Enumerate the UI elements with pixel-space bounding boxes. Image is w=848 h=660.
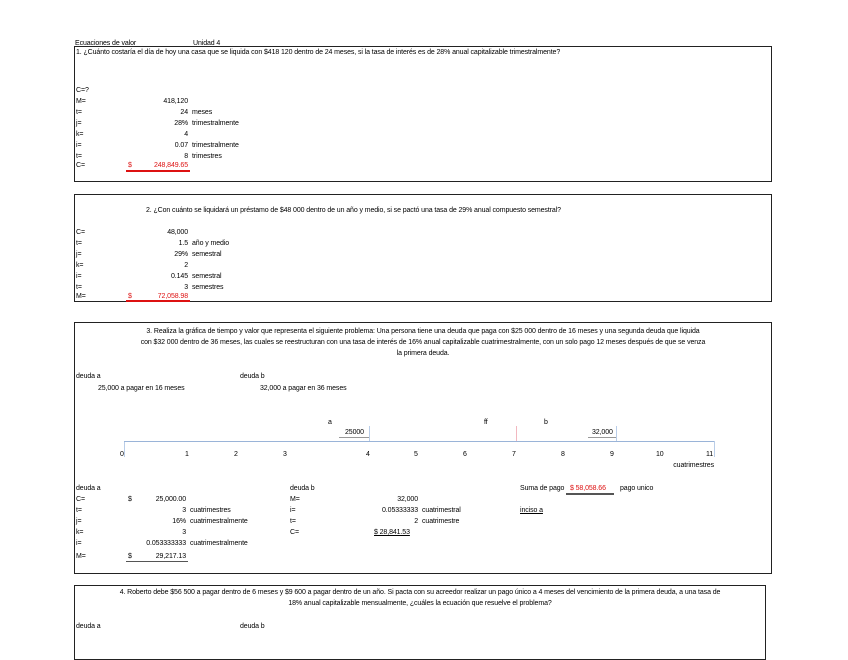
p3-left-label: i=: [76, 540, 82, 547]
p1-value: 4: [184, 131, 188, 138]
timeline-tick-label: 8: [561, 451, 565, 458]
p3-middle-result: $ 28,841.53: [374, 529, 410, 536]
timeline-tick-ff: [516, 426, 517, 442]
p3-deuda-a-label: deuda a: [76, 373, 101, 380]
timeline-marker-ff: ff: [484, 419, 488, 426]
p2-unit: semestral: [192, 273, 222, 280]
timeline-marker-b: b: [544, 419, 548, 426]
p3-left-result-label: M=: [76, 553, 86, 560]
p3-middle-label: C=: [290, 529, 299, 536]
problem-1-question: 1. ¿Cuánto costaría el día de hoy una casa que se liquida con $418 120 dentro de 24 meses, si la tasa de interés es de 28% anual capitalizable trimestralmente?: [76, 49, 561, 56]
p2-label: t=: [76, 240, 82, 247]
p3-left-title: deuda a: [76, 485, 101, 492]
p1-value: 8: [184, 153, 188, 160]
p2-value: 0.145: [170, 273, 188, 280]
p3-middle-label: t=: [290, 518, 296, 525]
problem-4-question-2: 18% anual capitalizable mensualmente, ¿cuáles la ecuación que resuelve el problema?: [288, 600, 552, 607]
p1-value: 28%: [174, 120, 188, 127]
timeline-unit: cuatrimestres: [673, 462, 714, 469]
problem-4-question-1: 4. Roberto debe $56 500 a pagar dentro de 6 meses y $9 600 a pagar dentro de un año. Si pacta con su acreedor realizar un pago único a 4 meses del vencimiento de la primera deuda, a una tasa de: [119, 589, 721, 596]
p1-unit: meses: [192, 109, 213, 116]
p1-label: j=: [76, 120, 82, 127]
p3-middle-unit: cuatrimestre: [422, 518, 460, 525]
p4-deuda-b-label: deuda b: [240, 623, 265, 630]
p2-unit: semestral: [192, 251, 222, 258]
timeline-value-a-underline: [339, 437, 369, 438]
p3-left-value: 16%: [172, 518, 186, 525]
problem-3-question-1: 3. Realiza la gráfica de tiempo y valor que representa el siguiente problema: Una persona tiene una deuda que paga con $25 000 dentro de 16 meses y una segunda deuda que liquida: [146, 328, 700, 335]
p2-result-label: M=: [76, 293, 86, 300]
p2-value: 3: [184, 284, 188, 291]
p3-left-label: C=: [76, 496, 85, 503]
p3-left-result-currency: $: [128, 553, 132, 560]
p3-sum-unit: pago unico: [620, 485, 654, 492]
timeline-value-b: 32,000: [592, 429, 613, 436]
p3-middle-unit: cuatrimestral: [422, 507, 461, 514]
timeline-tick: [124, 441, 125, 457]
p2-label: k=: [76, 262, 84, 269]
p3-middle-label: i=: [290, 507, 296, 514]
p2-value: 29%: [174, 251, 188, 258]
p1-result-underline: [126, 170, 190, 172]
p2-result-value: 72,058.98: [157, 293, 188, 300]
timeline-tick: [714, 441, 715, 457]
p1-result-label: C=: [76, 162, 85, 169]
header-right: Unidad 4: [193, 40, 221, 47]
header-left: Ecuaciones de valor: [75, 40, 137, 47]
p1-label: i=: [76, 142, 82, 149]
p1-result-value: 248,849.65: [153, 162, 188, 169]
p3-sum-label: Suma de pago: [520, 485, 565, 492]
p1-label: C=?: [76, 87, 89, 94]
timeline-marker-a: a: [328, 419, 332, 426]
p2-result-currency: $: [128, 293, 132, 300]
p2-value: 2: [184, 262, 188, 269]
p3-middle-value: 32,000: [397, 496, 418, 503]
p1-unit: trimestralmente: [192, 142, 239, 149]
problem-2-question: 2. ¿Con cuánto se liquidará un préstamo de $48 000 dentro de un año y medio, si se pactó una tasa de 29% anual compuesto semestral?: [146, 207, 561, 214]
timeline-tick-label: 1: [185, 451, 189, 458]
p3-left-result-value: 29,217.13: [155, 553, 186, 560]
timeline-tick-label: 7: [512, 451, 516, 458]
p3-left-label: k=: [76, 529, 84, 536]
p1-unit: trimestres: [192, 153, 222, 160]
timeline-tick-label: 5: [414, 451, 418, 458]
timeline-tick-label: 11: [706, 451, 714, 458]
p2-value: 48,000: [167, 229, 188, 236]
p3-sum-value: $ 58,058.66: [570, 485, 606, 492]
p3-left-label: t=: [76, 507, 82, 514]
p3-middle-title: deuda b: [290, 485, 315, 492]
p1-label: k=: [76, 131, 84, 138]
p3-left-result-underline: [126, 561, 188, 562]
timeline-tick-label: 10: [656, 451, 664, 458]
p2-label: t=: [76, 284, 82, 291]
p1-value: 0.07: [174, 142, 188, 149]
problem-3-question-3: la primera deuda.: [396, 350, 450, 357]
p1-label: t=: [76, 153, 82, 160]
p2-unit: semestres: [192, 284, 224, 291]
p3-left-currency: $: [128, 496, 132, 503]
p3-sum-underline: [566, 493, 614, 495]
timeline-tick-label: 0: [120, 451, 124, 458]
p1-unit: trimestralmente: [192, 120, 239, 127]
timeline-tick-label: 2: [234, 451, 238, 458]
p3-left-value: 3: [182, 529, 186, 536]
p3-deuda-a-desc: 25,000 a pagar en 16 meses: [98, 385, 185, 392]
timeline-tick-label: 3: [283, 451, 287, 458]
problem-3-question-2: con $32 000 dentro de 36 meses, las cuales se reestructuran con una tasa de interés de 16% anual capitalizable cuatrimestralmente, con un solo pago 12 meses después de que se venza: [140, 339, 706, 346]
p4-deuda-a-label: deuda a: [76, 623, 101, 630]
p3-left-unit: cuatrimestralmente: [190, 540, 248, 547]
p3-deuda-b-label: deuda b: [240, 373, 265, 380]
p3-left-label: j=: [76, 518, 82, 525]
p2-label: C=: [76, 229, 85, 236]
p3-left-value: 3: [182, 507, 186, 514]
p1-label: M=: [76, 98, 86, 105]
p3-deuda-b-desc: 32,000 a pagar en 36 meses: [260, 385, 347, 392]
p1-label: t=: [76, 109, 82, 116]
p3-middle-value: 2: [414, 518, 418, 525]
p3-left-value: 25,000.00: [155, 496, 186, 503]
p2-value: 1.5: [178, 240, 188, 247]
p1-value: 24: [180, 109, 188, 116]
timeline-tick-label: 6: [463, 451, 467, 458]
timeline-axis: [124, 441, 714, 442]
p3-left-value: 0.053333333: [146, 540, 186, 547]
timeline-tick-label: 4: [366, 451, 370, 458]
timeline-tick-label: 9: [610, 451, 614, 458]
timeline-tick-b: [616, 426, 617, 442]
timeline-value-a: 25000: [345, 429, 364, 436]
p2-unit: año y medio: [192, 240, 230, 247]
p3-left-unit: cuatrimestres: [190, 507, 231, 514]
timeline-value-b-underline: [588, 437, 616, 438]
p3-middle-value: 0.05333333: [382, 507, 418, 514]
p2-result-underline: [126, 300, 190, 302]
p2-label: i=: [76, 273, 82, 280]
p2-label: j=: [76, 251, 82, 258]
p3-inciso: inciso a: [520, 507, 543, 514]
p3-middle-label: M=: [290, 496, 300, 503]
p3-left-unit: cuatrimestralmente: [190, 518, 248, 525]
timeline-tick-a: [369, 426, 370, 442]
p1-result-currency: $: [128, 162, 132, 169]
p1-value: 418,120: [163, 98, 188, 105]
